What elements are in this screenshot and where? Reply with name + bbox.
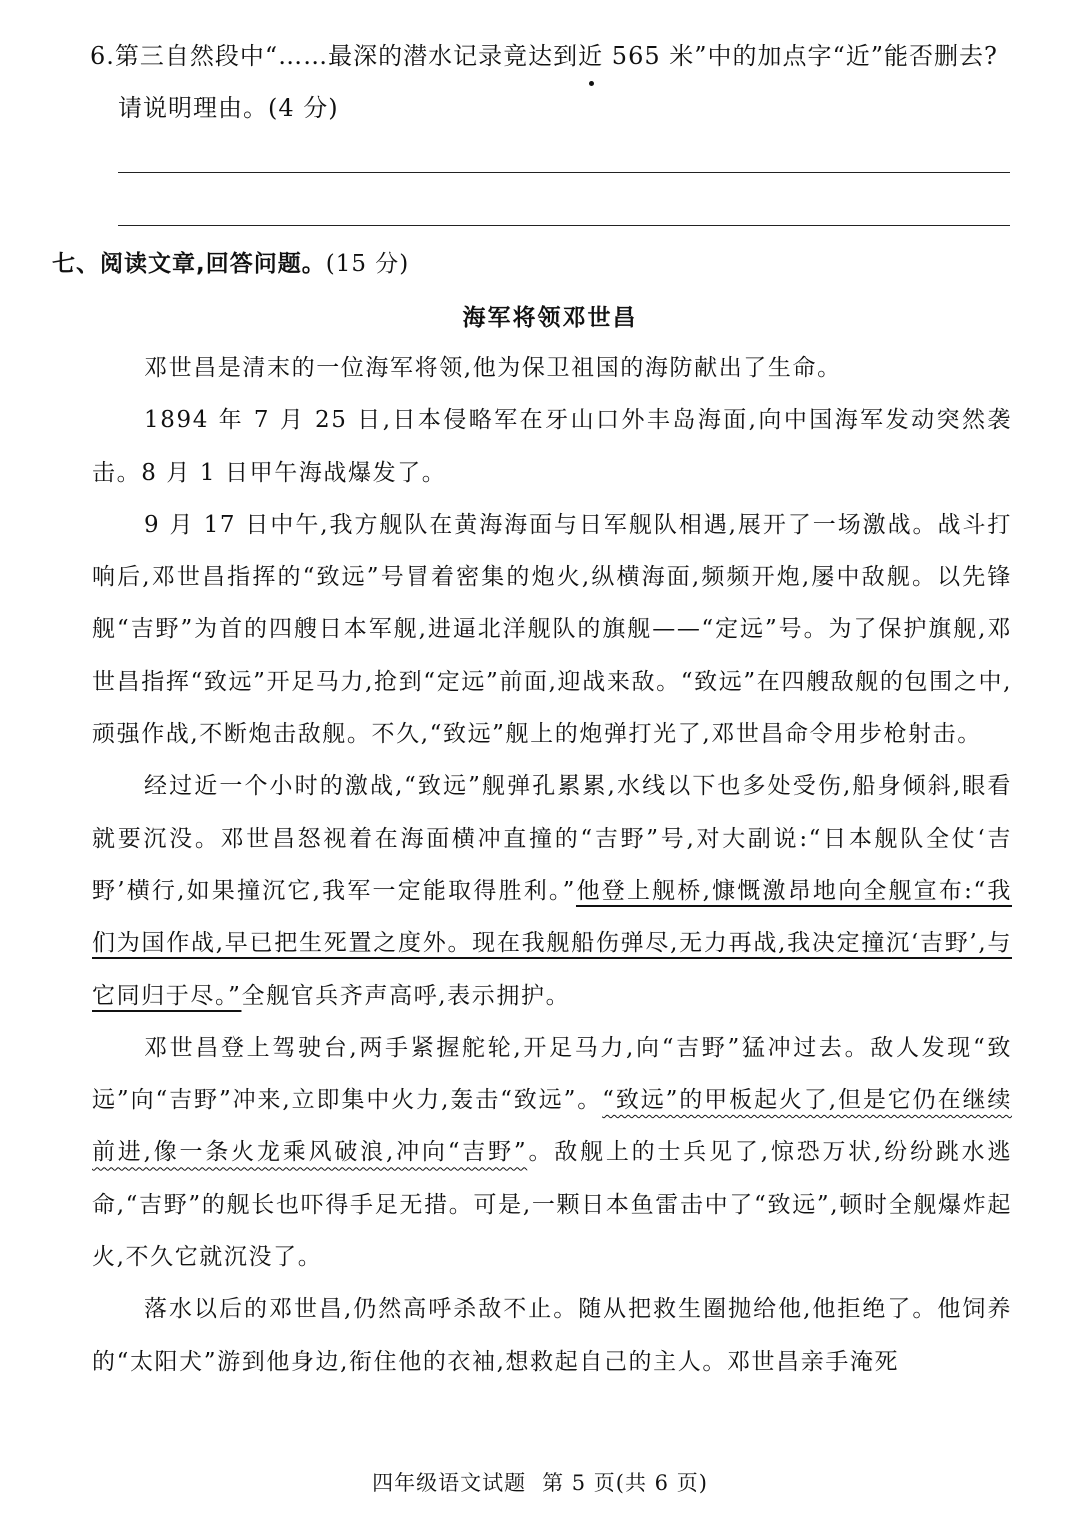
article-paragraph-2: 1894 年 7 月 25 日,日本侵略军在牙山口外丰岛海面,向中国海军发动突然袭击。8 月 1 日甲午海战爆发了。: [92, 407, 1012, 486]
question-6-line-2: 请说明理由。(4 分): [118, 94, 339, 122]
footer-subject: 四年级语文试题: [372, 1471, 527, 1495]
page-footer: [0, 1468, 1080, 1498]
article-paragraph-4: [92, 760, 1012, 1021]
article-paragraph-1: 邓世昌是清末的一位海军将领,他为保卫祖国的海防献出了生命。: [144, 355, 842, 381]
paragraph-5-text-a: 邓世昌登上驾驶台,两手紧握舵轮,开足马力,向“吉野”猛冲过去。敌人发现“致远”向“吉野”冲来,立即集中火力,轰击“致远”。: [92, 1034, 1012, 1114]
question-6-text-after: 565 米”中的加点字“近”能否删去?: [603, 42, 998, 70]
article-title: 海军将领邓世昌: [462, 305, 638, 331]
question-6-line-1: [90, 30, 1020, 82]
article-body: [92, 342, 1012, 1388]
answer-line-2[interactable]: [118, 225, 1010, 226]
paragraph-4-text-a: 经过近一个小时的激战,“致远”舰弹孔累累,水线以下也多处受伤,船身倾斜,眼看就要沉没。邓世昌怒视着在海面横冲直撞的“吉野”号,对大副说:“日本舰队全仗‘吉野’横行,如果撞沉它,我军一定能取得胜利。”: [92, 773, 1012, 904]
dotted-character: 近: [578, 30, 603, 82]
question-6: [90, 30, 1020, 134]
paragraph-5-text-b: 。敌舰上的士兵见了,惊恐万状,纷纷跳水逃命,“吉野”的舰长也吓得手足无措。可是,一颗日本鱼雷击中了“致远”,顿时全舰爆炸起火,不久它就沉没了。: [92, 1139, 1012, 1271]
section-7-heading: [52, 244, 409, 284]
section-7-title: 七、阅读文章,回答问题。: [52, 251, 326, 277]
paragraph-4-text-b: 全舰官兵齐声高呼,表示拥护。: [241, 982, 571, 1009]
section-7-score: (15 分): [325, 251, 410, 277]
article-paragraph-3: 9 月 17 日中午,我方舰队在黄海海面与日军舰队相遇,展开了一场激战。战斗打响后,邓世昌指挥的“致远”号冒着密集的炮火,纵横海面,频频开炮,屡中敌舰。以先锋舰“吉野”为首的四艘日本军舰,进逼北洋舰队的旗舰——“定远”号。为了保护旗舰,邓世昌指挥“致远”开足马力,抢到“定远”前面,迎战来敌。“致远”在四艘敌舰的包围之中,顽强作战,不断炮击敌舰。不久,“致远”舰上的炮弹打光了,邓世昌命令用步枪射击。: [92, 511, 1012, 748]
wavy-underlined-sentence: “致远”的甲板起火了,但是它仍在继续前进,像一条火龙乘风破浪,冲向“吉野”: [92, 1087, 1012, 1166]
article-paragraph-5: [92, 1022, 1012, 1283]
article-paragraph-6: 落水以后的邓世昌,仍然高呼杀敌不止。随从把救生圈抛给他,他拒绝了。他饲养的“太阳犬”游到他身边,衔住他的衣袖,想救起自己的主人。邓世昌亲手淹死: [92, 1296, 1012, 1375]
question-6-text-before: 6.第三自然段中“……最深的潜水记录竟达到: [90, 42, 579, 70]
underlined-sentence: 他登上舰桥,慷慨激昂地向全舰宣布:“我们为国作战,早已把生死置之度外。现在我舰船伤弹尽,无力再战,我决定撞沉‘吉野’,与它同归于尽。”: [92, 877, 1012, 1009]
answer-line-1[interactable]: [118, 172, 1010, 173]
footer-page-number: 第 5 页(共 6 页): [542, 1471, 708, 1495]
